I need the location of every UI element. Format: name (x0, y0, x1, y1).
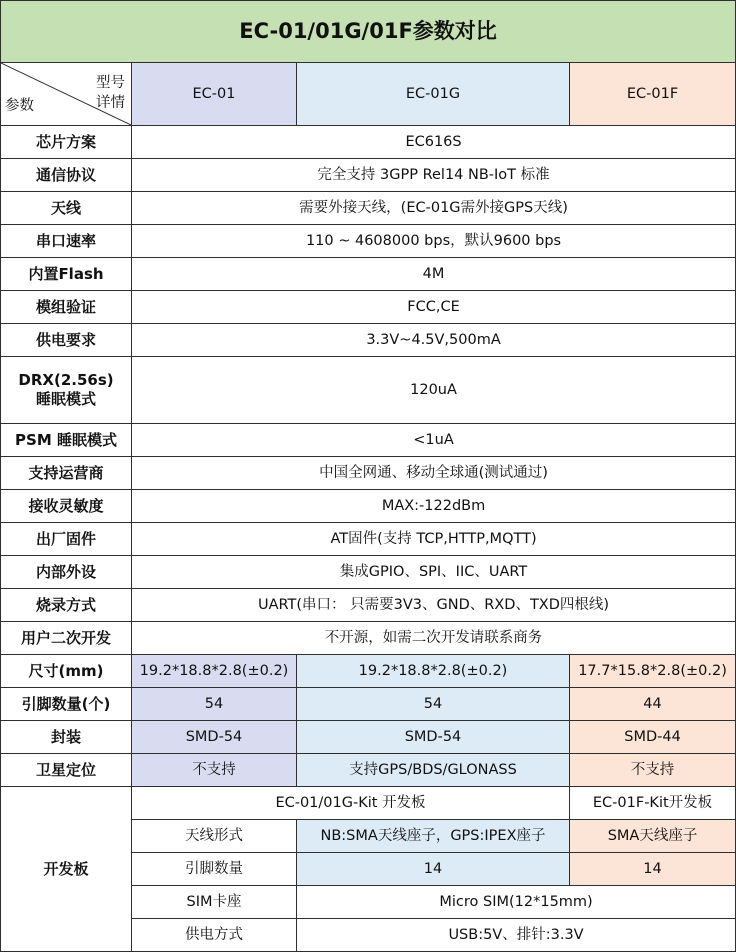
spec-row-flashing-method (1, 589, 736, 622)
row-label: 封装 (1, 721, 132, 754)
row-label: 出厂固件 (1, 523, 132, 556)
row-label: 芯片方案 (1, 126, 132, 159)
row-label: 内置Flash (1, 258, 132, 291)
value-ec01: SMD-54 (132, 721, 297, 754)
spec-row-power-supply (1, 324, 736, 357)
sub-row-label: 引脚数量 (132, 853, 297, 886)
power-value: USB:5V、排针:3.3V (297, 919, 736, 952)
model-header-ec01: EC-01 (132, 63, 297, 126)
row-value: 110 ~ 4608000 bps，默认9600 bps (132, 225, 736, 258)
dev-board-label: 开发板 (1, 787, 132, 952)
row-label: 支持运营商 (1, 457, 132, 490)
row-label-line-2: 睡眠模式 (35, 390, 96, 408)
sub-row-label: SIM卡座 (132, 886, 297, 919)
value-ec01: 不支持 (132, 754, 297, 787)
row-value: 中国全网通、移动全球通(测试通过) (132, 457, 736, 490)
value-ec01g: 19.2*18.8*2.8(±0.2) (297, 655, 570, 688)
dev-board-kit-row (1, 787, 736, 820)
row-label: 天线 (1, 192, 132, 225)
row-value: 不开源，如需二次开发请联系商务 (132, 622, 736, 655)
model-header-ec01g: EC-01G (297, 63, 570, 126)
row-label: PSM 睡眠模式 (1, 424, 132, 457)
diagonal-corner-header (1, 63, 132, 126)
sub-row-label: 天线形式 (132, 820, 297, 853)
row-label: 接收灵敏度 (1, 490, 132, 523)
value-ec01f: SMD-44 (570, 721, 736, 754)
row-label (1, 357, 132, 424)
pins-value-ec01f: 14 (570, 853, 736, 886)
value-ec01f: 44 (570, 688, 736, 721)
page-title: EC-01/01G/01F参数对比 (1, 1, 736, 63)
spec-row-firmware (1, 523, 736, 556)
row-value: 120uA (132, 357, 736, 424)
value-ec01f: 17.7*15.8*2.8(±0.2) (570, 655, 736, 688)
kit-name-ec01f: EC-01F-Kit开发板 (570, 787, 736, 820)
row-label: 用户二次开发 (1, 622, 132, 655)
value-ec01f: 不支持 (570, 754, 736, 787)
sim-value: Micro SIM(12*15mm) (297, 886, 736, 919)
spec-row-pin-count (1, 688, 736, 721)
row-value: UART(串口： 只需要3V3、GND、RXD、TXD四根线) (132, 589, 736, 622)
row-value: 集成GPIO、SPI、IIC、UART (132, 556, 736, 589)
row-value: 需要外接天线，(EC-01G需外接GPS天线) (132, 192, 736, 225)
spec-row-carriers (1, 457, 736, 490)
spec-row-drx-sleep (1, 357, 736, 424)
row-value: <1uA (132, 424, 736, 457)
spec-row-antenna (1, 192, 736, 225)
row-label: 卫星定位 (1, 754, 132, 787)
row-label: 通信协议 (1, 159, 132, 192)
row-label: 尺寸(mm) (1, 655, 132, 688)
sub-row-label: 供电方式 (132, 919, 297, 952)
spec-row-sensitivity (1, 490, 736, 523)
row-label: 模组验证 (1, 291, 132, 324)
pins-value-ec01-ec01g: 14 (297, 853, 570, 886)
spec-row-flash (1, 258, 736, 291)
spec-row-certification (1, 291, 736, 324)
row-label: 引脚数量(个) (1, 688, 132, 721)
row-value: 3.3V~4.5V,500mA (132, 324, 736, 357)
spec-row-satellite (1, 754, 736, 787)
title-row (1, 1, 736, 63)
row-label: 内部外设 (1, 556, 132, 589)
value-ec01g: 支持GPS/BDS/GLONASS (297, 754, 570, 787)
row-value: EC616S (132, 126, 736, 159)
row-value: 4M (132, 258, 736, 291)
value-ec01: 54 (132, 688, 297, 721)
value-ec01g: 54 (297, 688, 570, 721)
spec-row-baud-rate (1, 225, 736, 258)
corner-model-label: 型号 (96, 75, 125, 91)
spec-row-dimensions (1, 655, 736, 688)
row-label: 串口速率 (1, 225, 132, 258)
antenna-value-ec01-ec01g: NB:SMA天线座子，GPS:IPEX座子 (297, 820, 570, 853)
kit-name-ec01-ec01g: EC-01/01G-Kit 开发板 (132, 787, 570, 820)
model-header-row (1, 63, 736, 126)
model-header-ec01f: EC-01F (570, 63, 736, 126)
spec-row-package (1, 721, 736, 754)
row-value: FCC,CE (132, 291, 736, 324)
value-ec01: 19.2*18.8*2.8(±0.2) (132, 655, 297, 688)
row-value: 完全支持 3GPP Rel14 NB-IoT 标准 (132, 159, 736, 192)
antenna-value-ec01f: SMA天线座子 (570, 820, 736, 853)
row-label: 供电要求 (1, 324, 132, 357)
row-value: AT固件(支持 TCP,HTTP,MQTT) (132, 523, 736, 556)
row-value: MAX:-122dBm (132, 490, 736, 523)
row-label-line-1: DRX(2.56s) (18, 371, 114, 390)
corner-detail-label: 详情 (96, 95, 125, 111)
value-ec01g: SMD-54 (297, 721, 570, 754)
corner-param-label: 参数 (5, 97, 34, 114)
spec-row-secondary-dev (1, 622, 736, 655)
row-label: 烧录方式 (1, 589, 132, 622)
spec-row-peripherals (1, 556, 736, 589)
spec-row-protocol (1, 159, 736, 192)
spec-row-chip (1, 126, 736, 159)
spec-row-psm-sleep (1, 424, 736, 457)
